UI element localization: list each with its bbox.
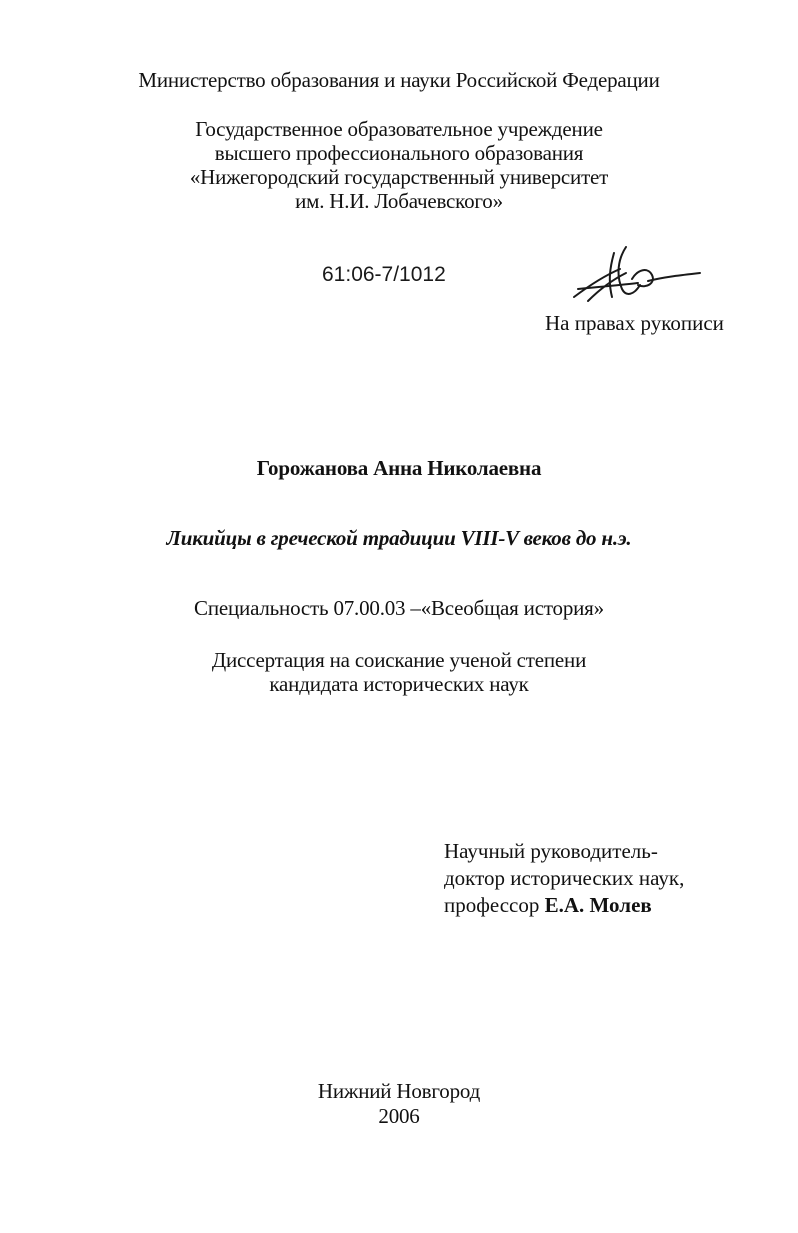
dissertation-title: Ликийцы в греческой традиции VIII-V веков до н.э. bbox=[166, 526, 632, 550]
supervisor-name: Е.А. Молев bbox=[544, 893, 652, 917]
supervisor-role: Научный руководитель- bbox=[444, 839, 658, 863]
degree-line-1: Диссертация на соискание ученой степени bbox=[211, 648, 587, 672]
ministry-line: Министерство образования и науки Российской Федерации bbox=[138, 68, 660, 92]
institution-line-3: «Нижегородский государственный университет bbox=[189, 165, 609, 189]
specialty-line: Специальность 07.00.03 –«Всеобщая история» bbox=[194, 596, 604, 620]
supervisor-title-prefix: профессор bbox=[444, 893, 545, 917]
supervisor-title-line bbox=[444, 892, 684, 919]
institution-line-2: высшего профессионального образования bbox=[214, 141, 584, 165]
supervisor-rank: доктор исторических наук, bbox=[444, 866, 685, 890]
supervisor-block bbox=[444, 838, 684, 919]
author-name: Горожанова Анна Николаевна bbox=[256, 456, 542, 480]
archive-stamp-code: 61:06-7/1012 bbox=[322, 263, 446, 286]
degree-line-2: кандидата исторических наук bbox=[269, 672, 529, 696]
footer-year: 2006 bbox=[378, 1104, 420, 1128]
handwritten-signature-icon bbox=[568, 245, 708, 307]
institution-line-1: Государственное образовательное учреждение bbox=[195, 117, 603, 141]
institution-line-4: им. Н.И. Лобачевского» bbox=[295, 189, 503, 213]
manuscript-rights-label: На правах рукописи bbox=[545, 311, 724, 335]
footer-city: Нижний Новгород bbox=[317, 1079, 481, 1103]
